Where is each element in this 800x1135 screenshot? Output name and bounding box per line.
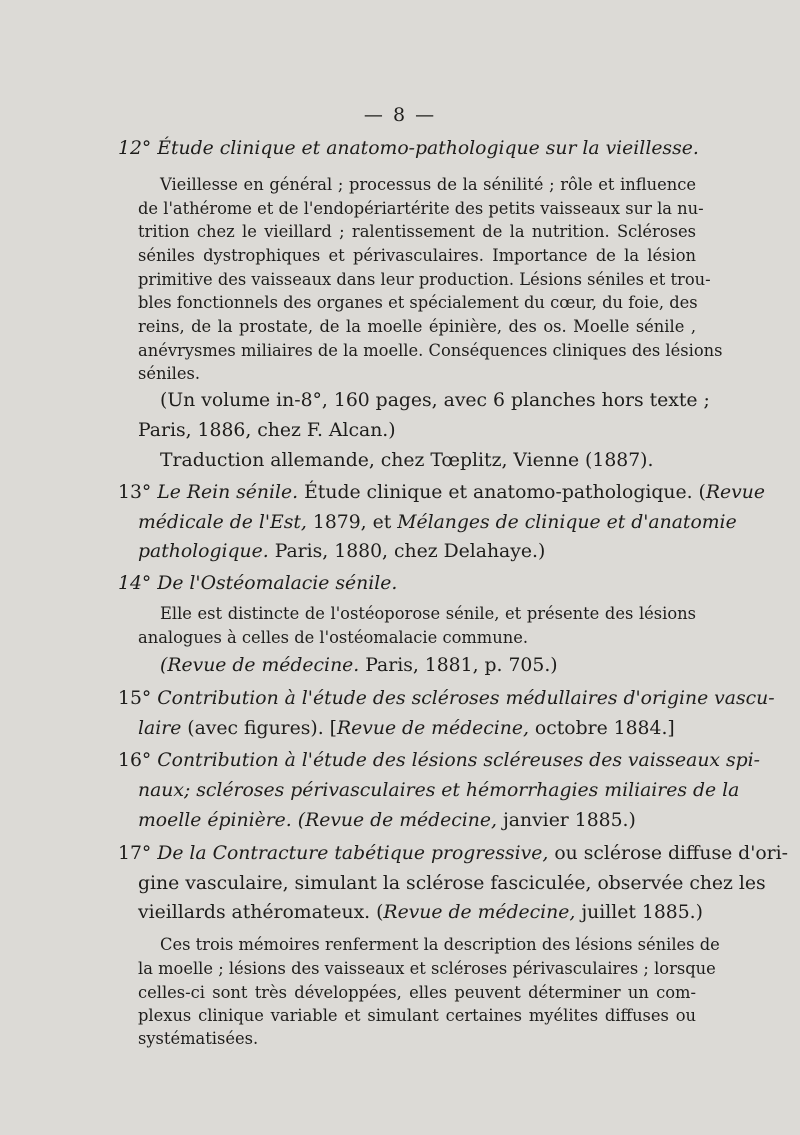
page-number: — 8 — bbox=[363, 104, 437, 126]
entry-13-line-2 bbox=[138, 512, 737, 533]
entry-13-publisher: Paris, 1880, chez Delahaye.) bbox=[268, 541, 546, 562]
entry-16-line-3 bbox=[138, 810, 636, 831]
entry-12-line-5: primitive des vaisseaux dans leur production. Lésions séniles et trou- bbox=[138, 270, 711, 289]
entry-12-line-9: séniles. bbox=[138, 364, 201, 383]
entry-13-text: Étude clinique et anatomo-pathologique. ( bbox=[298, 482, 706, 503]
entry-14-pages: Paris, 1881, p. 705.) bbox=[359, 655, 558, 676]
entry-17-summary-1: Ces trois mémoires renferment la description des lésions séniles de bbox=[160, 935, 720, 954]
entry-16-date: janvier 1885.) bbox=[496, 810, 636, 831]
entry-12-line-2: de l'athérome et de l'endopériartérite des petits vaisseaux sur la nu- bbox=[138, 199, 704, 218]
entry-14-line-2: analogues à celles de l'ostéomalacie commune. bbox=[138, 628, 529, 647]
entry-15-journal: Revue de médecine, bbox=[337, 718, 529, 739]
entry-15-figures: (avec figures). [ bbox=[181, 718, 337, 739]
entry-17-line-2: gine vasculaire, simulant la sclérose fasciculée, observée chez les bbox=[138, 873, 766, 894]
entry-15-date: octobre 1884.] bbox=[528, 718, 675, 739]
entry-13-num: 13° bbox=[118, 482, 152, 503]
entry-17-num: 17° bbox=[118, 843, 152, 864]
entry-13-year: 1879, et bbox=[306, 512, 398, 533]
entry-12-line-7: reins, de la prostate, de la moelle épinière, des os. Moelle sénile , bbox=[138, 317, 696, 336]
entry-12-volume-1: (Un volume in-8°, 160 pages, avec 6 planches hors texte ; bbox=[160, 390, 710, 411]
entry-14-title: 14° De l'Ostéomalacie sénile. bbox=[118, 573, 398, 594]
entry-16-num: 16° bbox=[118, 750, 152, 771]
entry-15-num: 15° bbox=[118, 688, 152, 709]
entry-12-volume-2: Paris, 1886, chez F. Alcan.) bbox=[138, 420, 396, 441]
entry-13-line-1 bbox=[118, 482, 765, 503]
entry-17-summary-3: celles-ci sont très développées, elles peuvent déterminer un com- bbox=[138, 983, 696, 1002]
entry-17-summary-5: systématisées. bbox=[138, 1029, 259, 1048]
entry-12-line-1: Vieillesse en général ; processus de la sénilité ; rôle et influence bbox=[160, 175, 696, 194]
entry-16-title: Contribution à l'étude des lésions scléreuses des vaisseaux spi- bbox=[157, 750, 761, 771]
entry-17-summary-4: plexus clinique variable et simulant certaines myélites diffuses ou bbox=[138, 1006, 696, 1025]
entry-12-line-3: trition chez le vieillard ; ralentissement de la nutrition. Scléroses bbox=[138, 222, 696, 241]
entry-16-line-2: naux; scléroses périvasculaires et hémorrhagies miliaires de la bbox=[138, 780, 740, 801]
entry-16-title-end: moelle épinière. bbox=[138, 810, 292, 831]
entry-15-line-1 bbox=[118, 688, 775, 709]
entry-13-title: Le Rein sénile. bbox=[157, 482, 299, 503]
entry-13-line-3 bbox=[138, 541, 545, 562]
entry-14-ref bbox=[160, 655, 558, 676]
entry-12-line-4: séniles dystrophiques et périvasculaires. Importance de la lésion bbox=[138, 246, 696, 265]
entry-14-line-1: Elle est distincte de l'ostéoporose sénile, et présente des lésions bbox=[160, 604, 696, 623]
entry-12-line-8: anévrysmes miliaires de la moelle. Conséquences cliniques des lésions bbox=[138, 341, 723, 360]
entry-17-date: juillet 1885.) bbox=[575, 902, 703, 923]
entry-17-line-3 bbox=[138, 902, 703, 923]
entry-17-journal: Revue de médecine, bbox=[383, 902, 576, 923]
entry-13-melanges: Mélanges de clinique et d'anatomie bbox=[397, 512, 737, 533]
entry-15-line-2 bbox=[138, 718, 675, 739]
entry-12-line-6: bles fonctionnels des organes et spécialement du cœur, du foie, des bbox=[138, 293, 698, 312]
entry-16-journal: (Revue de médecine, bbox=[291, 810, 497, 831]
entry-15-title-cont: laire bbox=[138, 718, 182, 739]
entry-17-vieillards: vieillards athéromateux. ( bbox=[138, 902, 384, 923]
entry-13-journal-cont: médicale de l'Est, bbox=[138, 512, 307, 533]
entry-17-line-1 bbox=[118, 843, 788, 864]
entry-16-line-1 bbox=[118, 750, 760, 771]
entry-15-title: Contribution à l'étude des scléroses médullaires d'origine vascu- bbox=[157, 688, 775, 709]
entry-14-journal: (Revue de médecine. bbox=[160, 655, 360, 676]
entry-17-title: De la Contracture tabétique progressive, bbox=[157, 843, 549, 864]
entry-17-summary-2: la moelle ; lésions des vaisseaux et scléroses périvasculaires ; lorsque bbox=[138, 959, 716, 978]
entry-12-title: 12° Étude clinique et anatomo-pathologique sur la vieillesse. bbox=[118, 138, 699, 159]
entry-13-pathologique: pathologique. bbox=[138, 541, 269, 562]
entry-13-journal: Revue bbox=[705, 482, 765, 503]
entry-17-text: ou sclérose diffuse d'ori- bbox=[548, 843, 789, 864]
entry-12-translation: Traduction allemande, chez Tœplitz, Vienne (1887). bbox=[160, 450, 654, 471]
